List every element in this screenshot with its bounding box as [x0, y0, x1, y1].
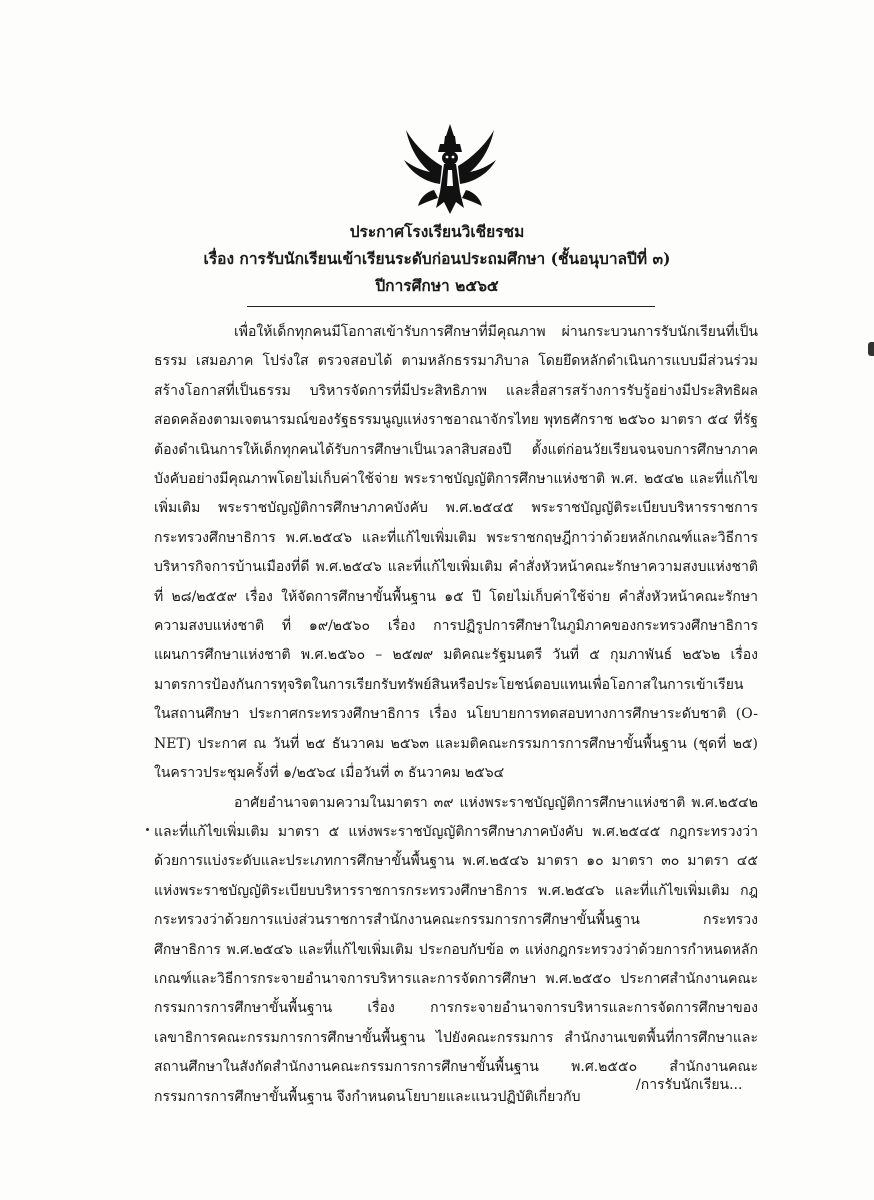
announcement-title: ประกาศโรงเรียนวิเชียรชม — [349, 222, 525, 241]
scan-edge-mark — [868, 342, 874, 356]
announcement-subject: เรื่อง การรับนักเรียนเข้าเรียนระดับก่อนประถมศึกษา (ชั้นอนุบาลปีที่ ๓) — [203, 249, 671, 268]
body-paragraph-1: เพื่อให้เด็กทุกคนมีโอกาสเข้ารับการศึกษาที่มีคุณภาพ ผ่านกระบวนการรับนักเรียนที่เป็นธรรม เสมอภาค โปร่งใส ตรวจสอบได้ ตามหลักธรรมาภิบาล โดยยึดหลักดำเนินการแบบมีส่วนร่วม สร้างโอกาสที่เป็นธรรม บริหารจัดการที่มีประสิทธิภาพ และสื่อสารสร้างการรับรู้อย่างมีประสิทธิผล สอดคล้องตามเจตนารมณ์ของรัฐธรรมนูญแห่งราชอาณาจักรไทย พุทธศักราช ๒๕๖๐ มาตรา ๕๔ ที่รัฐต้องดำเนินการให้เด็กทุกคนได้รับการศึกษาเป็นเวลาสิบสองปี ตั้งแต่ก่อนวัยเรียนจนจบการศึกษาภาคบังคับอย่างมีคุณภาพโดยไม่เก็บค่าใช้จ่าย พระราชบัญญัติการศึกษาแห่งชาติ พ.ศ. ๒๕๔๒ และที่แก้ไขเพิ่มเติม พระราชบัญญัติการศึกษาภาคบังคับ พ.ศ.๒๕๔๕ พระราชบัญญัติระเบียบบริหารราชการกระทรวงศึกษาธิการ พ.ศ.๒๕๔๖ และที่แก้ไขเพิ่มเติม พระราชกฤษฎีกาว่าด้วยหลักเกณฑ์และวิธีการบริหารกิจการบ้านเมืองที่ดี พ.ศ.๒๕๔๖ และที่แก้ไขเพิ่มเติม คำสั่งหัวหน้าคณะรักษาความสงบแห่งชาติ ที่ ๒๘/๒๕๕๙ เรื่อง ให้จัดการศึกษาขั้นพื้นฐาน ๑๕ ปี โดยไม่เก็บค่าใช้จ่าย คำสั่งหัวหน้าคณะรักษาความสงบแห่งชาติ ที่ ๑๙/๒๕๖๐ เรื่อง การปฏิรูปการศึกษาในภูมิภาคของกระทรวงศึกษาธิการ แผนการศึกษาแห่งชาติ พ.ศ.๒๕๖๐ – ๒๕๗๙ มติคณะรัฐมนตรี วันที่ ๕ กุมภาพันธ์ ๒๕๖๒ เรื่อง มาตรการป้องกันการทุจริตในการเรียกรับทรัพย์สินหรือประโยชน์ตอบแทนเพื่อโอกาสในการเข้าเรียนในสถานศึกษา ประกาศกระทรวงศึกษาธิการ เรื่อง นโยบายการทดสอบทางการศึกษาระดับชาติ (O-NET) ประกาศ ณ วันที่ ๒๕ ธันวาคม ๒๕๖๓ และมติคณะกรรมการการศึกษาขั้นพื้นฐาน (ชุดที่ ๒๕) ในคราวประชุมครั้งที่ ๑/๒๕๖๔ เมื่อวันที่ ๓ ธันวาคม ๒๕๖๔ — [154, 324, 758, 782]
garuda-emblem-icon — [400, 122, 500, 218]
academic-year: ปีการศึกษา ๒๕๖๕ — [375, 276, 499, 295]
body-paragraph-2: อาศัยอำนาจตามความในมาตรา ๓๙ แห่งพระราชบัญญัติการศึกษาแห่งชาติ พ.ศ.๒๕๔๒ และที่แก้ไขเพิ่มเติม มาตรา ๕ แห่งพระราชบัญญัติการศึกษาภาคบังคับ พ.ศ.๒๕๔๕ กฎกระทรวงว่าด้วยการแบ่งระดับและประเภทการศึกษาขั้นพื้นฐาน พ.ศ.๒๕๔๖ มาตรา ๑๐ มาตรา ๓๐ มาตรา ๔๕ แห่งพระราชบัญญัติระเบียบบริหารราชการกระทรวงศึกษาธิการ พ.ศ.๒๕๔๖ และที่แก้ไขเพิ่มเติม กฎกระทรวงว่าด้วยการแบ่งส่วนราชการสำนักงานคณะกรรมการการศึกษาขั้นพื้นฐาน กระทรวงศึกษาธิการ พ.ศ.๒๕๔๖ และที่แก้ไขเพิ่มเติม ประกอบกับข้อ ๓ แห่งกฎกระทรวงว่าด้วยการกำหนดหลักเกณฑ์และวิธีการกระจายอำนาจการบริหารและการจัดการศึกษา พ.ศ.๒๕๕๐ ประกาศสำนักงานคณะกรรมการการศึกษาขั้นพื้นฐาน เรื่อง การกระจายอำนาจการบริหารและการจัดการศึกษาของเลขาธิการคณะกรรมการการศึกษาขั้นพื้นฐาน ไปยังคณะกรรมการ สำนักงานเขตพื้นที่การศึกษาและสถานศึกษาในสังกัดสำนักงานคณะกรรมการการศึกษาขั้นพื้นฐาน พ.ศ.๒๕๕๐ สำนักงานคณะกรรมการการศึกษาขั้นพื้นฐาน จึงกำหนดนโยบายและแนวปฏิบัติเกี่ยวกับ — [154, 794, 758, 1105]
announcement-body — [154, 318, 758, 1112]
scan-dot-mark — [146, 828, 149, 831]
header-divider — [247, 306, 655, 307]
announcement-header — [0, 218, 874, 299]
continuation-note: /การรับนักเรียน... — [636, 1077, 743, 1093]
